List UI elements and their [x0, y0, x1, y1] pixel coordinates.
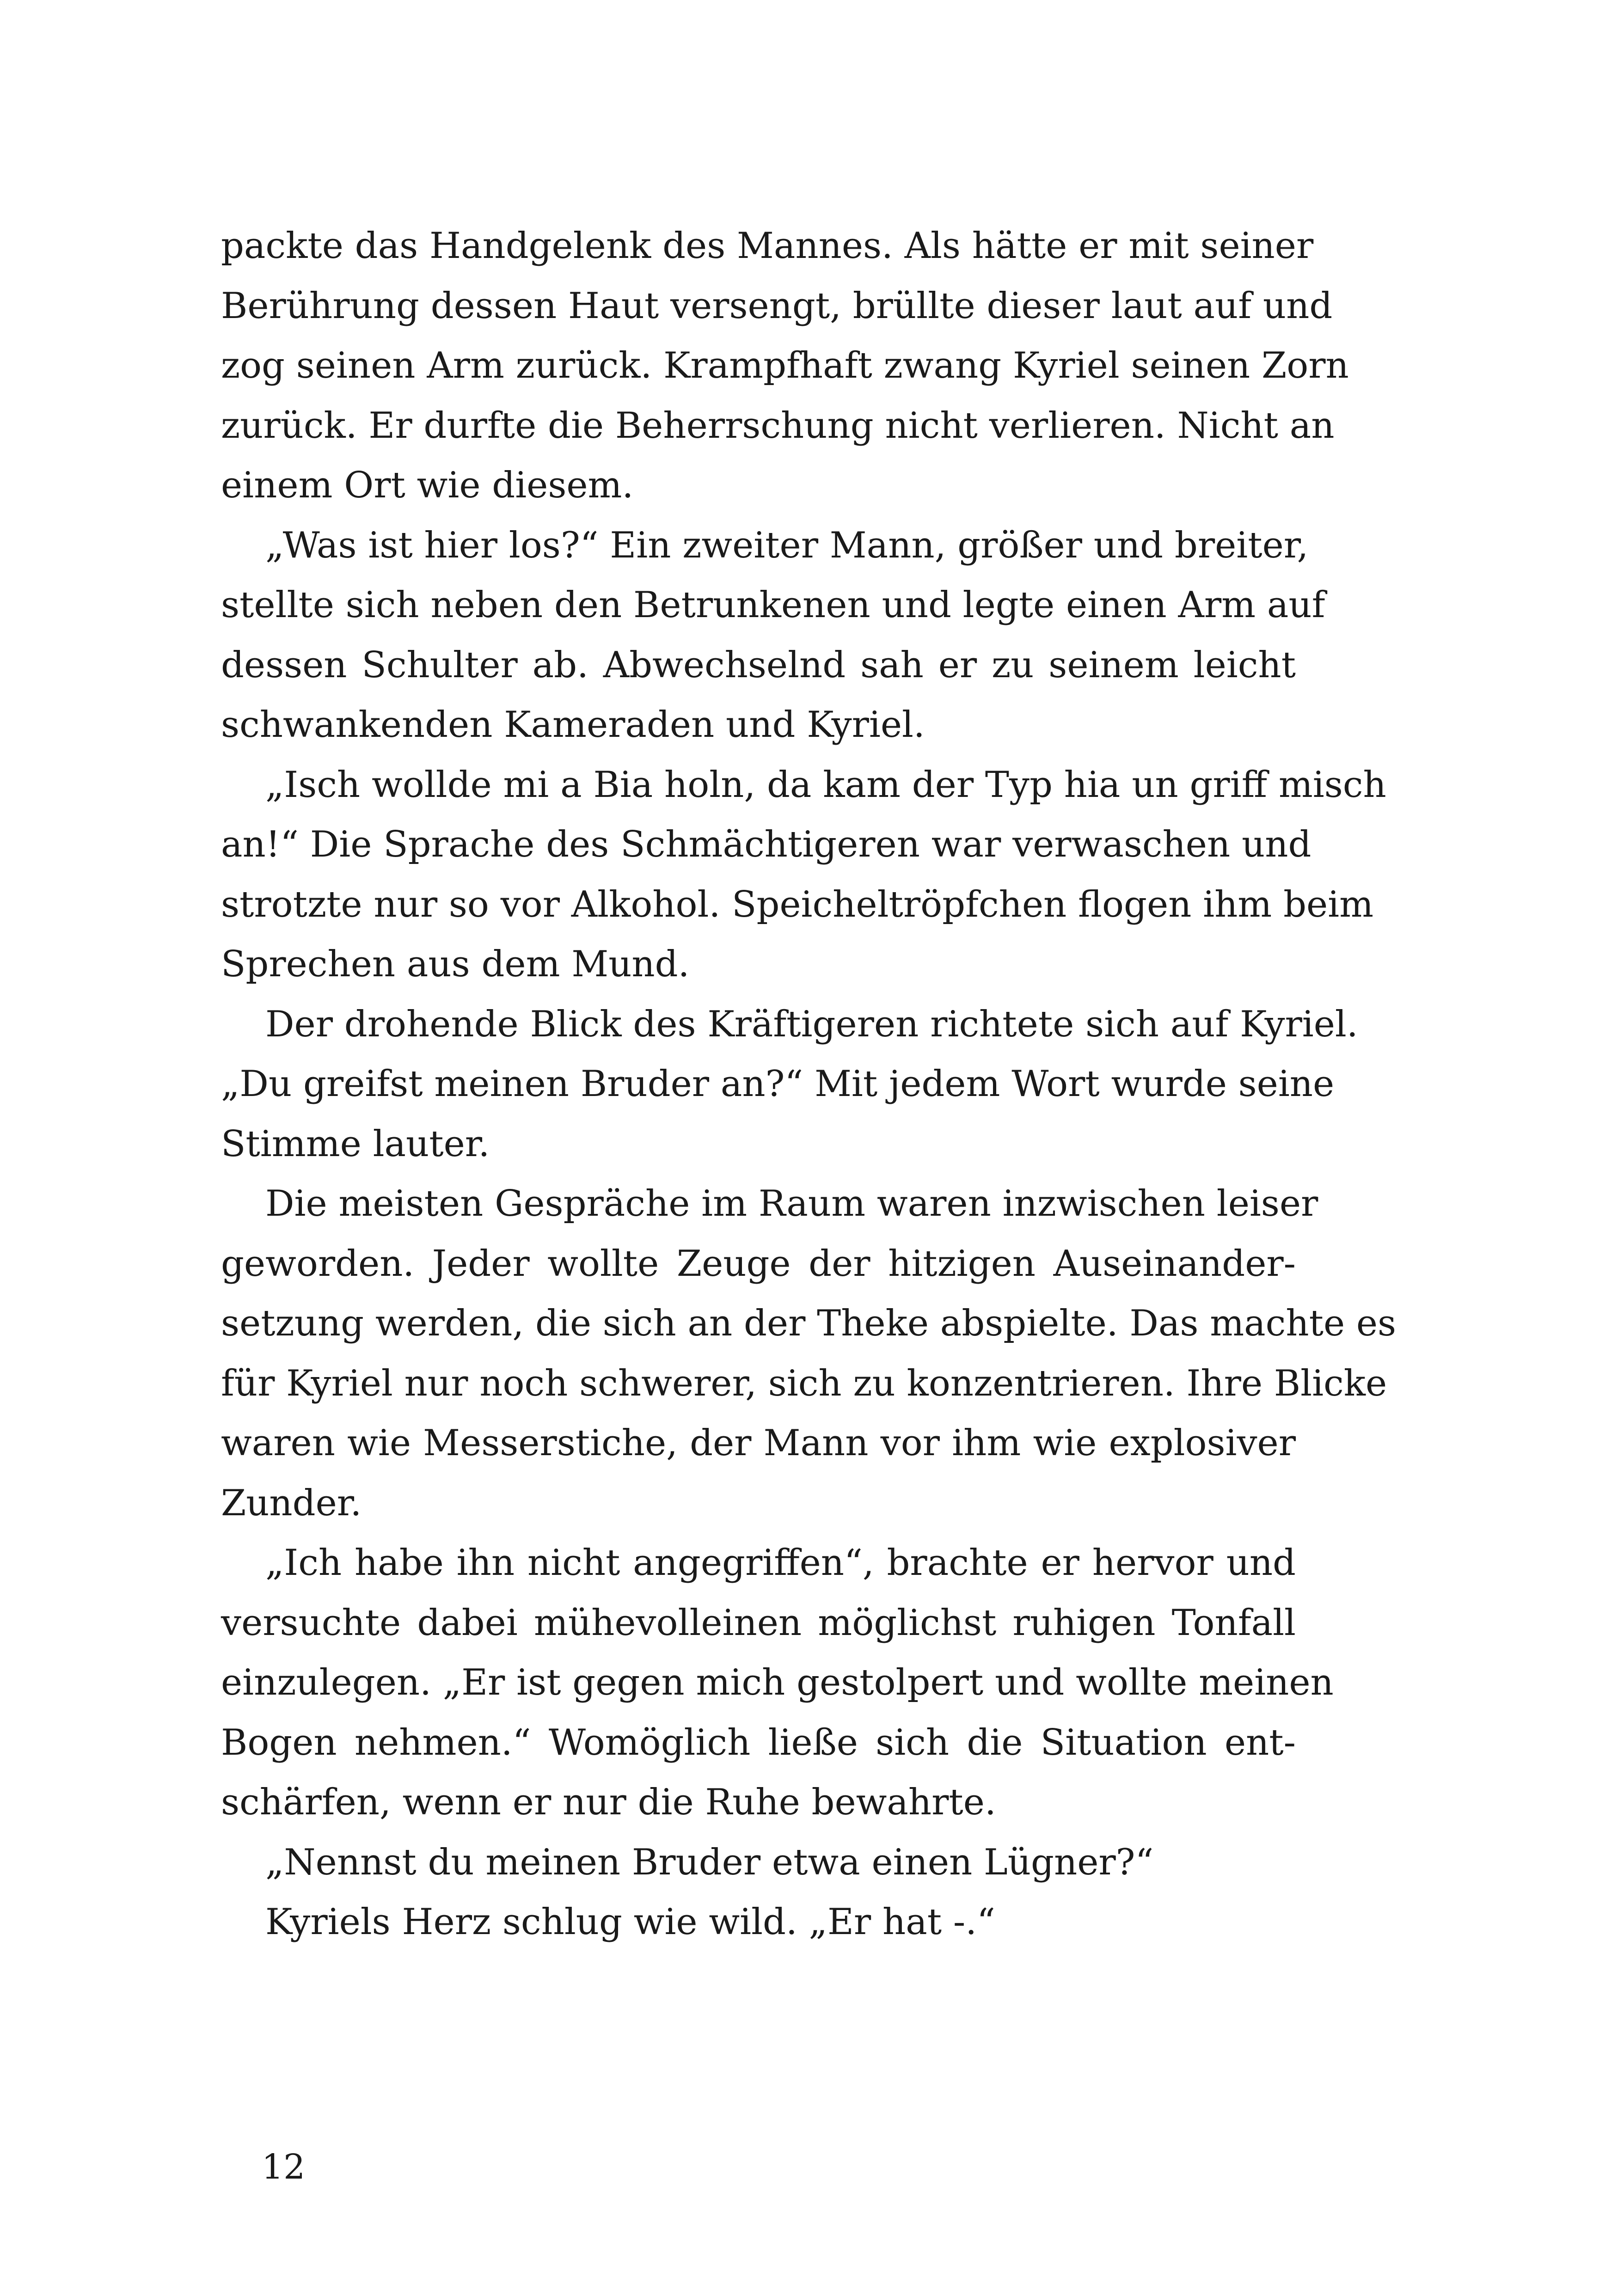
text-line: einem Ort wie diesem.	[221, 465, 634, 506]
text-line: stellte sich neben den Betrunkenen und legte einen Arm auf	[221, 584, 1325, 626]
text-line: strotzte nur so vor Alkohol. Speicheltröpfchen flogen ihm beim	[221, 883, 1374, 925]
text-line: waren wie Messerstiche, der Mann vor ihm wie explosiver	[221, 1422, 1296, 1464]
text-line: „Du greifst meinen Bruder an?“ Mit jedem Wort wurde seine	[221, 1063, 1335, 1105]
text-line: Die meisten Gespräche im Raum waren inzwischen leiser	[265, 1183, 1318, 1225]
text-line: setzung werden, die sich an der Theke abspielte. Das machte es	[221, 1303, 1397, 1344]
paragraph	[221, 1892, 1296, 1953]
paragraph	[221, 755, 1386, 995]
text-line: schärfen, wenn er nur die Ruhe bewahrte.	[221, 1782, 996, 1823]
paragraph	[221, 1833, 1296, 1893]
text-line: „Was ist hier los?“ Ein zweiter Mann, größer und breiter,	[265, 524, 1309, 566]
text-line: Berührung dessen Haut versengt, brüllte dieser laut auf und	[221, 285, 1333, 327]
text-line: Stimme lauter.	[221, 1123, 490, 1165]
text-line: „Isch wollde mi a Bia holn, da kam der Typ hia un griff misch	[265, 764, 1386, 806]
text-line: „Nennst du meinen Bruder etwa einen Lügner?“	[265, 1841, 1154, 1883]
text-line: dessen Schulter ab. Abwechselnd sah er zu seinem leicht	[221, 644, 1296, 686]
text-line: zurück. Er durfte die Beherrschung nicht verlieren. Nicht an	[221, 404, 1335, 447]
paragraph	[221, 1174, 1397, 1533]
text-line: „Ich habe ihn nicht angegriffen“, brachte er hervor und	[265, 1542, 1296, 1584]
paragraph	[221, 1533, 1334, 1833]
paragraph	[221, 995, 1358, 1175]
text-line: Sprechen aus dem Mund.	[221, 943, 690, 985]
text-line: für Kyriel nur noch schwerer, sich zu konzentrieren. Ihre Blicke	[221, 1362, 1387, 1404]
text-line: zog seinen Arm zurück. Krampfhaft zwang Kyriel seinen Zorn	[221, 345, 1349, 386]
text-line: Zunder.	[221, 1482, 362, 1524]
text-line: Kyriels Herz schlug wie wild. „Er hat -.“	[265, 1901, 995, 1943]
paragraph	[221, 516, 1325, 755]
text-line: einzulegen. „Er ist gegen mich gestolpert und wollte meinen	[221, 1662, 1334, 1703]
text-line: schwankenden Kameraden und Kyriel.	[221, 704, 925, 746]
body-text	[221, 216, 1397, 1953]
text-line: geworden. Jeder wollte Zeuge der hitzigen Auseinander-	[221, 1243, 1296, 1285]
text-line: Bogen nehmen.“ Womöglich ließe sich die Situation ent-	[221, 1721, 1296, 1763]
paragraph	[221, 216, 1349, 516]
text-line: an!“ Die Sprache des Schmächtigeren war verwaschen und	[221, 824, 1312, 865]
text-line: Der drohende Blick des Kräftigeren richtete sich auf Kyriel.	[265, 1003, 1358, 1045]
text-line: packte das Handgelenk des Mannes. Als hätte er mit seiner	[221, 225, 1314, 267]
page-number: 12	[262, 2147, 306, 2187]
text-line: versuchte dabei mühevolleinen möglichst ruhigen Tonfall	[221, 1602, 1296, 1644]
